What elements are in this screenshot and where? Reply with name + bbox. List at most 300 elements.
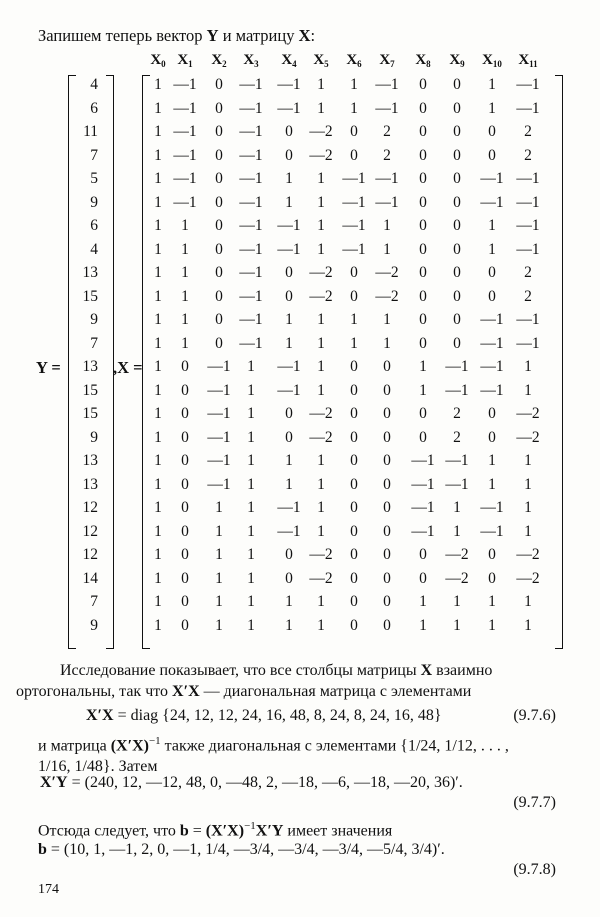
x-matrix-cell: 1	[453, 593, 461, 610]
x-matrix-cell: 1	[154, 123, 162, 140]
intro-end: :	[310, 26, 316, 45]
x-matrix-cell: —2	[309, 264, 333, 281]
x-matrix-cell: —1	[277, 76, 301, 93]
x-matrix-cell: 2	[453, 405, 461, 422]
x-matrix-cell: 0	[488, 546, 496, 563]
x-matrix-cell: —1	[480, 381, 504, 399]
column-header-symbol: X	[518, 52, 530, 68]
x-matrix-cell: —1	[239, 264, 263, 281]
x-matrix-cell: —1	[480, 193, 504, 211]
column-header-subscript: 10	[492, 59, 502, 69]
x-matrix-cell: —1	[277, 522, 301, 540]
para3-symbol-expr2: X′Y	[255, 822, 284, 840]
x-matrix-cell: 1	[317, 334, 325, 352]
x-matrix-cell: 0	[453, 264, 461, 281]
eq977-rhs: = (240, 12, —12, 48, 0, —48, 2, —18, —6, —18, —20, 36)′.	[67, 774, 463, 791]
y-vector-entry: 9	[90, 193, 98, 211]
x-matrix-cell: 0	[181, 405, 189, 422]
x-matrix-cell: —1	[239, 217, 263, 234]
x-matrix-cell: 0	[419, 146, 427, 164]
x-matrix-cell: —1	[277, 99, 301, 117]
x-matrix-cell: 0	[419, 428, 427, 446]
x-matrix-cell: —1	[207, 358, 231, 375]
x-matrix-cell: 1	[247, 428, 255, 446]
x-matrix-cell: 0	[350, 499, 358, 516]
x-matrix-cell: —1	[516, 217, 540, 234]
x-matrix-cell: 1	[154, 499, 162, 516]
column-header	[442, 52, 472, 69]
vector-y-symbol: Y	[206, 26, 219, 45]
x-matrix-cell: 0	[453, 76, 461, 93]
x-matrix-cell: 0	[383, 569, 391, 587]
x-matrix-cell: 1	[285, 475, 293, 493]
matrix-x-symbol: X	[298, 26, 311, 45]
x-matrix-cell: 1	[524, 381, 532, 399]
x-matrix-cell: —1	[516, 76, 540, 93]
x-matrix-cell: —1	[445, 452, 469, 469]
x-matrix-cell: 0	[350, 546, 358, 563]
x-matrix-cell: 0	[215, 123, 223, 140]
x-matrix-cell: 1	[524, 522, 532, 540]
x-matrix-cell: 1	[285, 616, 293, 634]
x-matrix-cell: —1	[516, 193, 540, 211]
x-matrix-cell: 2	[524, 123, 532, 140]
x-matrix-cell: —1	[173, 193, 197, 211]
x-matrix-cell: 0	[181, 381, 189, 399]
column-header	[236, 52, 266, 69]
intro-text: Запишем теперь вектор	[38, 26, 207, 45]
x-matrix-cell: 1	[154, 193, 162, 211]
x-matrix-cell: 0	[419, 405, 427, 422]
y-vector-entry: 15	[82, 405, 98, 422]
x-matrix-cell: 1	[154, 334, 162, 352]
x-matrix-cell: 1	[317, 522, 325, 540]
column-header	[143, 52, 173, 69]
x-matrix-cell: —1	[480, 358, 504, 375]
y-vector-entry: 9	[90, 616, 98, 634]
x-matrix-cell: 0	[285, 146, 293, 164]
x-matrix-cell: —1	[516, 311, 540, 328]
x-matrix-cell: 0	[215, 99, 223, 117]
x-matrix-cell: 1	[383, 311, 391, 328]
x-matrix-cell: 1	[154, 99, 162, 117]
x-matrix-cell: 0	[181, 499, 189, 516]
y-vector-entry: 6	[90, 217, 98, 234]
x-matrix-cell: 0	[285, 428, 293, 446]
x-matrix-cell: 1	[247, 358, 255, 375]
x-matrix-cell: 1	[350, 99, 358, 117]
x-matrix-cell: 1	[419, 616, 427, 634]
x-matrix-cell: 1	[154, 405, 162, 422]
x-matrix-cell: 1	[181, 264, 189, 281]
x-matrix-cell: —1	[342, 240, 366, 258]
x-matrix-cell: 0	[453, 99, 461, 117]
column-header	[204, 52, 234, 69]
eq976-lhs: X′X	[86, 707, 114, 724]
x-matrix-cell: —2	[309, 405, 333, 422]
x-matrix-cell: 2	[383, 146, 391, 164]
x-matrix-cell: —1	[207, 405, 231, 422]
y-vector-entry: 11	[83, 123, 98, 140]
x-matrix-cell: 0	[181, 428, 189, 446]
x-matrix-cell: 0	[383, 522, 391, 540]
x-matrix-cell: 1	[215, 522, 223, 540]
x-matrix-cell: 0	[350, 264, 358, 281]
x-matrix-cell: —2	[309, 287, 333, 305]
para2-superscript: −1	[148, 735, 161, 747]
x-matrix-cell: 0	[350, 358, 358, 375]
x-matrix-cell: 1	[154, 452, 162, 469]
x-matrix-cell: 1	[488, 616, 496, 634]
x-matrix-cell: 0	[350, 146, 358, 164]
x-matrix-cell: —2	[375, 264, 399, 281]
x-matrix-cell: —1	[411, 522, 435, 540]
para3-symbol-b: b	[179, 822, 189, 840]
para2-text-a: и матрица	[38, 737, 111, 755]
x-matrix-cell: 1	[247, 381, 255, 399]
x-matrix-cell: 0	[419, 170, 427, 187]
x-matrix-cell: 1	[247, 452, 255, 469]
x-matrix-cell: —1	[411, 475, 435, 493]
x-equals-label: ,X =	[113, 358, 143, 377]
column-header-subscript: 3	[254, 59, 259, 69]
column-header-symbol: X	[281, 52, 293, 68]
x-matrix-cell: 0	[181, 522, 189, 540]
x-matrix-cell: —2	[516, 546, 540, 563]
x-matrix-cell: 1	[154, 428, 162, 446]
x-matrix-cell: 2	[524, 146, 532, 164]
x-matrix-cell: 1	[181, 240, 189, 258]
column-header	[306, 52, 336, 69]
x-matrix-cell: 0	[419, 569, 427, 587]
x-matrix-cell: 1	[383, 217, 391, 234]
x-matrix-cell: 0	[181, 358, 189, 375]
x-matrix-cell: 0	[285, 123, 293, 140]
x-matrix-cell: 1	[453, 499, 461, 516]
x-matrix-cell: 0	[215, 217, 223, 234]
x-matrix-cell: 1	[181, 334, 189, 352]
x-matrix-cell: —2	[375, 287, 399, 305]
x-matrix-cell: 1	[181, 287, 189, 305]
x-matrix-cell: —1	[445, 475, 469, 493]
x-matrix-cell: 1	[247, 499, 255, 516]
x-matrix-cell: —1	[375, 99, 399, 117]
matrix-column-headers	[0, 52, 600, 74]
column-header-subscript: 4	[292, 59, 297, 69]
x-matrix-cell: 0	[350, 405, 358, 422]
y-vector-entry: 13	[82, 475, 98, 493]
x-matrix-cell: —1	[480, 334, 504, 352]
x-matrix-cell: —1	[342, 193, 366, 211]
para3-text-a: Отсюда следует, что	[38, 822, 180, 840]
x-matrix-cell: 1	[317, 170, 325, 187]
x-matrix-cell: 0	[453, 334, 461, 352]
x-matrix-cell: 0	[419, 311, 427, 328]
x-matrix-cell: 1	[154, 76, 162, 93]
column-header-subscript: 2	[222, 59, 227, 69]
x-matrix-cell: 1	[524, 452, 532, 469]
x-matrix-cell: 0	[181, 452, 189, 469]
intro-line	[38, 26, 315, 46]
x-matrix-cell: 0	[285, 287, 293, 305]
x-matrix-cell: —1	[207, 428, 231, 446]
x-matrix-cell: 1	[419, 381, 427, 399]
column-header-symbol: X	[177, 52, 189, 68]
x-matrix-cell: —1	[239, 170, 263, 187]
intro-mid: и матрицу	[218, 26, 299, 45]
x-matrix-cell: 1	[247, 546, 255, 563]
x-matrix-cell: 2	[383, 123, 391, 140]
column-header	[170, 52, 200, 69]
x-matrix-cell: 1	[215, 569, 223, 587]
x-matrix-cell: —1	[277, 240, 301, 258]
x-matrix-cell: 0	[215, 240, 223, 258]
x-matrix-cell: —2	[445, 546, 469, 563]
column-header-symbol: X	[150, 52, 162, 68]
x-matrix-cell: 0	[383, 452, 391, 469]
x-matrix-cell: —1	[277, 217, 301, 234]
y-vector-entry: 12	[82, 546, 98, 563]
eq977-lhs: X′Y	[40, 774, 68, 791]
x-matrix-cell: —2	[445, 569, 469, 587]
column-header-subscript: 6	[357, 59, 362, 69]
x-matrix-cell: 0	[383, 475, 391, 493]
x-matrix-cell: 1	[181, 311, 189, 328]
x-matrix-cell: 0	[383, 546, 391, 563]
x-matrix-cell: 1	[154, 616, 162, 634]
x-matrix-cell: 1	[154, 311, 162, 328]
x-matrix-cell: 1	[317, 475, 325, 493]
para3-text-c: имеет значения	[283, 822, 393, 840]
x-matrix-cell: 0	[419, 287, 427, 305]
x-matrix-cell: 0	[419, 123, 427, 140]
y-vector-entry: 13	[82, 452, 98, 469]
x-matrix-cell: —1	[375, 170, 399, 187]
x-matrix-cell: 1	[453, 522, 461, 540]
eq978-lhs: b	[38, 841, 47, 858]
column-header-symbol: X	[379, 52, 391, 68]
x-matrix-cell: 0	[383, 499, 391, 516]
equation-number-9-7-7: (9.7.7)	[513, 794, 556, 811]
y-vector-entry: 7	[90, 593, 98, 610]
x-right-bracket	[555, 75, 563, 649]
y-vector-entry: 14	[82, 569, 98, 587]
x-matrix-cell: 1	[247, 405, 255, 422]
x-matrix-cell: 1	[350, 334, 358, 352]
x-matrix-cell: 1	[488, 240, 496, 258]
x-matrix-cell: 0	[350, 522, 358, 540]
x-matrix-cell: 0	[419, 264, 427, 281]
x-matrix-cell: 1	[317, 593, 325, 610]
x-matrix-cell: 0	[419, 76, 427, 93]
para2-text-b: также диагональная с элементами {1/24, 1/12, . . . ,	[160, 737, 509, 755]
column-header-subscript: 1	[188, 59, 193, 69]
x-matrix-cell: —1	[173, 99, 197, 117]
x-matrix-cell: 1	[154, 146, 162, 164]
para1-symbol-xtx: X′X	[172, 683, 200, 700]
y-vector-entry: 15	[82, 381, 98, 399]
equation-number-9-7-8: (9.7.8)	[513, 861, 556, 878]
x-matrix-cell: 0	[419, 546, 427, 563]
x-matrix-cell: —1	[516, 240, 540, 258]
x-matrix-cell: 0	[419, 240, 427, 258]
x-matrix-cell: —2	[309, 146, 333, 164]
x-matrix-cell: —1	[207, 475, 231, 493]
x-matrix-cell: —1	[480, 522, 504, 540]
x-matrix-cell: —1	[173, 170, 197, 187]
x-matrix-cell: 1	[154, 593, 162, 610]
x-matrix-cell: 1	[215, 616, 223, 634]
para2-symbol: (X′X)	[110, 737, 149, 755]
x-matrix-cell: 1	[383, 334, 391, 352]
x-matrix-cell: —1	[516, 170, 540, 187]
x-matrix-cell: 0	[215, 311, 223, 328]
x-matrix-cell: 1	[154, 475, 162, 493]
column-header-subscript: 7	[390, 59, 395, 69]
x-matrix-cell: 1	[524, 499, 532, 516]
x-matrix-cell: 1	[317, 358, 325, 375]
y-vector-entry: 15	[82, 287, 98, 305]
x-matrix-cell: 1	[488, 99, 496, 117]
x-matrix-cell: 1	[285, 334, 293, 352]
page-number: 174	[38, 882, 59, 897]
x-matrix-cell: 0	[383, 381, 391, 399]
x-matrix-cell: 1	[154, 170, 162, 187]
y-vector-entry: 13	[82, 358, 98, 375]
x-matrix-cell: —1	[173, 123, 197, 140]
x-matrix-cell: 1	[285, 593, 293, 610]
x-matrix-cell: —2	[309, 428, 333, 446]
para1-text-d: — диагональная матрица с элементами	[199, 683, 472, 700]
x-matrix-cell: 0	[181, 475, 189, 493]
x-matrix-cell: —2	[516, 428, 540, 446]
x-matrix-cell: 1	[383, 240, 391, 258]
x-matrix-cell: 2	[524, 287, 532, 305]
equation-9-7-6	[86, 707, 442, 725]
x-matrix-cell: —2	[309, 123, 333, 140]
x-matrix-cell: 0	[285, 569, 293, 587]
x-matrix-cell: 1	[317, 240, 325, 258]
x-matrix-cell: 1	[247, 522, 255, 540]
para3-text-b: =	[188, 822, 206, 840]
x-matrix-cell: —1	[480, 311, 504, 328]
x-matrix-cell: —1	[239, 311, 263, 328]
x-matrix-cell: —2	[309, 569, 333, 587]
x-matrix-cell: 1	[215, 499, 223, 516]
x-matrix-cell: 1	[247, 569, 255, 587]
x-matrix-cell: 1	[419, 358, 427, 375]
x-matrix-cell: 1	[317, 99, 325, 117]
x-matrix-cell: 0	[453, 240, 461, 258]
column-header-symbol: X	[313, 52, 325, 68]
x-matrix-cell: 0	[215, 193, 223, 211]
y-vector-entry: 12	[82, 499, 98, 516]
column-header	[477, 52, 507, 69]
x-matrix-cell: —1	[239, 146, 263, 164]
x-matrix-cell: 1	[453, 616, 461, 634]
para3-symbol-expr: (X′X)	[205, 822, 245, 840]
x-matrix-cell: 1	[524, 475, 532, 493]
column-header-symbol: X	[211, 52, 223, 68]
x-matrix-cell: 1	[154, 569, 162, 587]
column-header	[339, 52, 369, 69]
x-matrix-cell: 0	[181, 616, 189, 634]
x-matrix-cell: 0	[488, 405, 496, 422]
x-matrix-cell: 1	[524, 593, 532, 610]
x-matrix-cell: —1	[207, 452, 231, 469]
x-matrix-cell: 0	[383, 358, 391, 375]
x-matrix-cell: 0	[215, 170, 223, 187]
x-matrix-cell: 1	[419, 593, 427, 610]
x-matrix-cell: —1	[516, 334, 540, 352]
para3-superscript: −1	[244, 820, 256, 832]
x-matrix-cell: 1	[154, 287, 162, 305]
x-matrix-cell: 1	[350, 311, 358, 328]
x-matrix-cell: 1	[154, 240, 162, 258]
y-vector-entry: 13	[82, 264, 98, 281]
x-matrix-cell: 1	[317, 193, 325, 211]
column-header-subscript: 11	[529, 59, 538, 69]
x-matrix-cell: —1	[342, 170, 366, 187]
equation-9-7-7	[40, 774, 463, 792]
x-matrix-cell: —1	[207, 381, 231, 399]
x-matrix-cell: 1	[317, 311, 325, 328]
column-header-symbol: X	[449, 52, 461, 68]
x-matrix-cell: 1	[317, 217, 325, 234]
x-matrix-cell: —1	[239, 287, 263, 305]
equation-9-7-8	[38, 841, 445, 859]
x-matrix-cell: 0	[350, 593, 358, 610]
para1-text-b: взаимно	[432, 662, 493, 679]
x-matrix-cell: 1	[317, 381, 325, 399]
x-matrix-cell: 0	[453, 193, 461, 211]
x-matrix-cell: 0	[181, 546, 189, 563]
x-matrix-cell: 0	[453, 287, 461, 305]
x-matrix-cell: 1	[488, 593, 496, 610]
x-matrix-cell: —2	[516, 405, 540, 422]
x-matrix-cell: 1	[285, 193, 293, 211]
x-matrix-cell: 0	[181, 569, 189, 587]
x-matrix-cell: 1	[488, 217, 496, 234]
x-matrix-cell: 1	[154, 358, 162, 375]
x-matrix-cell: —1	[411, 452, 435, 469]
x-matrix-cell: 0	[350, 287, 358, 305]
x-matrix-cell: —2	[516, 569, 540, 587]
x-matrix-cell: 0	[419, 334, 427, 352]
column-header-symbol: X	[243, 52, 255, 68]
x-matrix-cell: 1	[154, 217, 162, 234]
x-matrix-cell: 1	[154, 381, 162, 399]
x-matrix-cell: 0	[453, 170, 461, 187]
x-matrix-cell: —1	[342, 217, 366, 234]
x-matrix-cell: 1	[317, 76, 325, 93]
y-vector-entry: 12	[82, 522, 98, 540]
x-matrix-cell: 0	[488, 264, 496, 281]
y-vector-entry: 7	[90, 334, 98, 352]
x-matrix-cell: 0	[488, 569, 496, 587]
x-matrix-cell: 1	[350, 76, 358, 93]
x-matrix-cell: 0	[488, 287, 496, 305]
x-matrix-cell: 0	[215, 287, 223, 305]
x-matrix-cell: 0	[285, 546, 293, 563]
equation-number-9-7-6: (9.7.6)	[513, 707, 556, 724]
x-matrix-cell: —1	[239, 334, 263, 352]
x-matrix-cell: —1	[375, 76, 399, 93]
x-matrix-cell: 0	[350, 123, 358, 140]
y-vector-entry: 4	[90, 240, 98, 258]
x-matrix-cell: 1	[285, 452, 293, 469]
x-matrix-cell: 0	[215, 146, 223, 164]
